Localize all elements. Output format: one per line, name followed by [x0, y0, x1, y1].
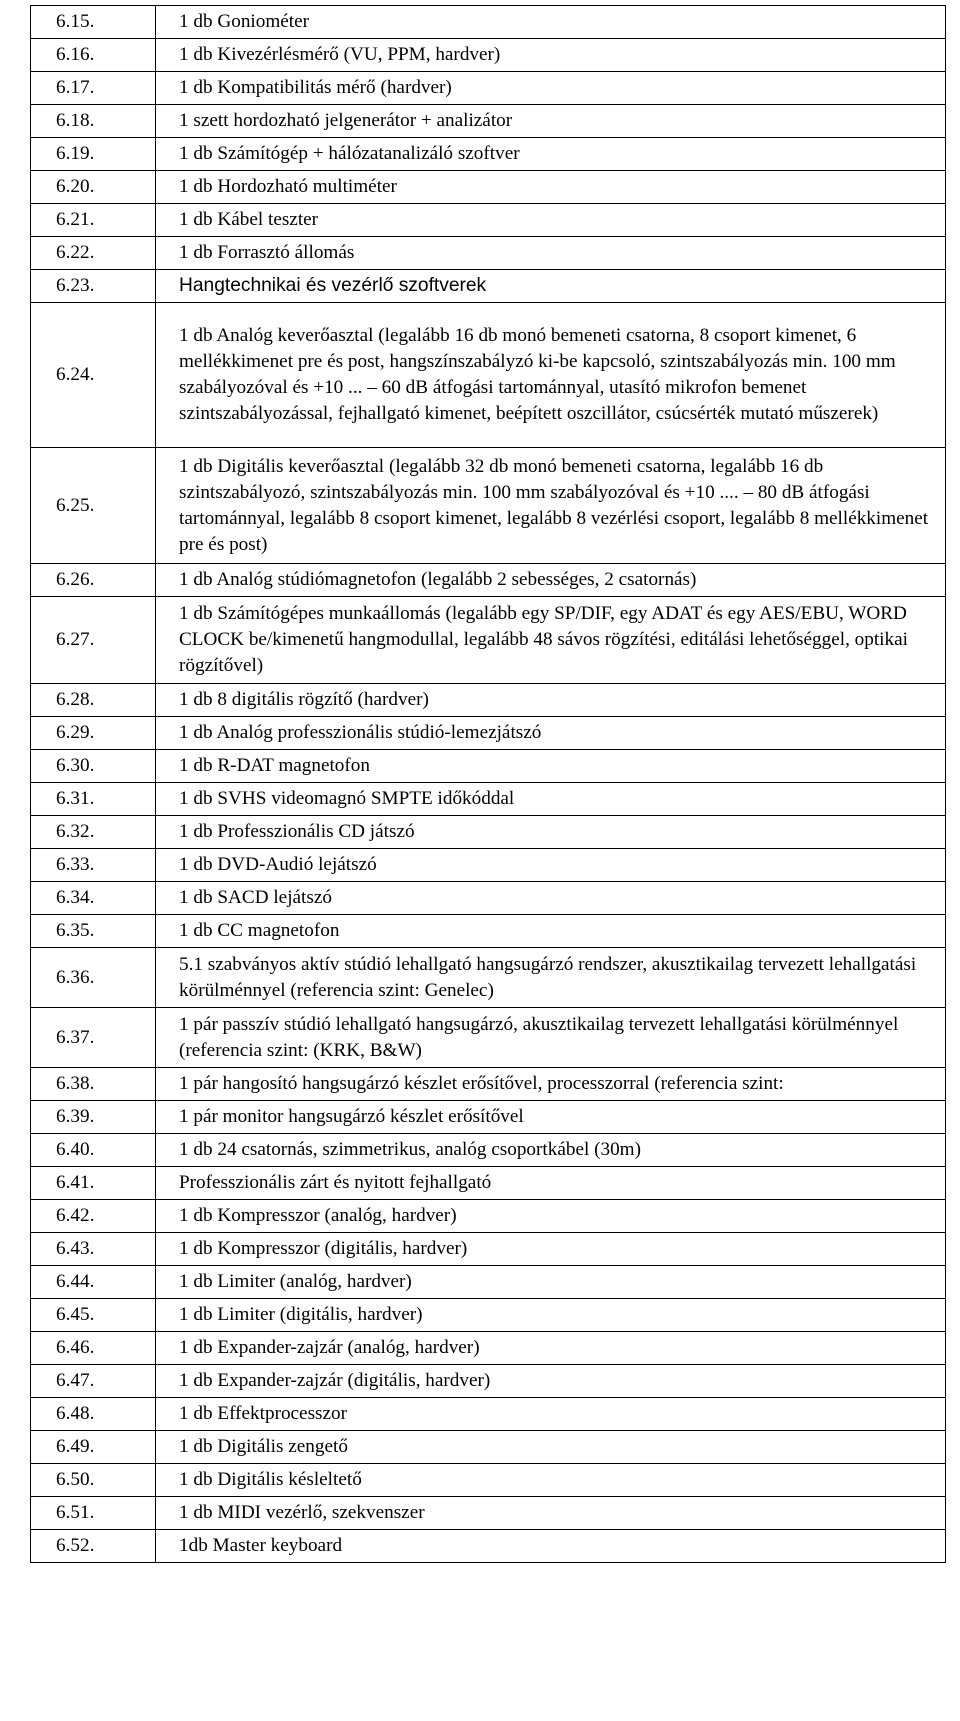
- item-number: 6.48.: [31, 1398, 156, 1431]
- table-row: [31, 138, 946, 171]
- table-row: [31, 448, 946, 564]
- item-description: 1 db CC magnetofon: [156, 915, 946, 948]
- item-description: 1 pár hangosító hangsugárzó készlet erősítővel, processzorral (referencia szint:: [156, 1068, 946, 1101]
- item-description: 1 db Számítógépes munkaállomás (legalább egy SP/DIF, egy ADAT és egy AES/EBU, WORD CLOCK be/kimenetű hangmodullal, legalább 48 sávos rögzítési, editálási lehetőséggel, optikai rögzítővel): [156, 597, 946, 684]
- item-number: 6.31.: [31, 783, 156, 816]
- table-row: [31, 1497, 946, 1530]
- table-row: [31, 849, 946, 882]
- table-row: [31, 1431, 946, 1464]
- item-description: 1 db MIDI vezérlő, szekvenszer: [156, 1497, 946, 1530]
- item-description: Professzionális zárt és nyitott fejhallgató: [156, 1167, 946, 1200]
- item-description: 1 db 24 csatornás, szimmetrikus, analóg csoportkábel (30m): [156, 1134, 946, 1167]
- table-row: [31, 816, 946, 849]
- item-description: 1 db Hordozható multiméter: [156, 171, 946, 204]
- table-row: [31, 204, 946, 237]
- table-row: [31, 564, 946, 597]
- item-number: 6.20.: [31, 171, 156, 204]
- item-number: 6.49.: [31, 1431, 156, 1464]
- item-number: 6.46.: [31, 1332, 156, 1365]
- item-description: 1 db Kompresszor (digitális, hardver): [156, 1233, 946, 1266]
- item-number: 6.40.: [31, 1134, 156, 1167]
- item-number: 6.25.: [31, 448, 156, 564]
- item-description: 1 db Digitális keverőasztal (legalább 32 db monó bemeneti csatorna, legalább 16 db szintszabályozó, szintszabályozás min. 100 mm szabályozóval és +10 .... – 80 dB átfogási tartománnyal, legalább 8 csoport kimenet, legalább 8 vezérlési csoport, legalább 8 mellékkimenet pre és post): [156, 448, 946, 564]
- item-description: 1 db Expander-zajzár (digitális, hardver): [156, 1365, 946, 1398]
- item-number: 6.19.: [31, 138, 156, 171]
- table-row: [31, 1530, 946, 1563]
- item-description: 1 db DVD-Audió lejátszó: [156, 849, 946, 882]
- table-row: [31, 1332, 946, 1365]
- table-row: [31, 303, 946, 448]
- item-description: 1 db SACD lejátszó: [156, 882, 946, 915]
- item-description: 1 pár passzív stúdió lehallgató hangsugárzó, akusztikailag tervezett lehallgatási körülménnyel (referencia szint: (KRK, B&W): [156, 1008, 946, 1068]
- item-number: 6.45.: [31, 1299, 156, 1332]
- table-row: [31, 717, 946, 750]
- item-description: 1 pár monitor hangsugárzó készlet erősítővel: [156, 1101, 946, 1134]
- item-description: 1 db Professzionális CD játszó: [156, 816, 946, 849]
- table-row: [31, 1008, 946, 1068]
- item-description: 1 db SVHS videomagnó SMPTE időkóddal: [156, 783, 946, 816]
- table-row: [31, 1398, 946, 1431]
- item-number: 6.15.: [31, 6, 156, 39]
- item-description: 1 db Kompresszor (analóg, hardver): [156, 1200, 946, 1233]
- item-number: 6.34.: [31, 882, 156, 915]
- item-description: 1 db Effektprocesszor: [156, 1398, 946, 1431]
- item-description: 1 db Goniométer: [156, 6, 946, 39]
- item-description: 5.1 szabványos aktív stúdió lehallgató hangsugárzó rendszer, akusztikailag tervezett lehallgatási körülménnyel (referencia szint: Genelec): [156, 948, 946, 1008]
- table-row: [31, 1266, 946, 1299]
- item-number: 6.42.: [31, 1200, 156, 1233]
- table-row: [31, 39, 946, 72]
- item-number: 6.44.: [31, 1266, 156, 1299]
- item-description: 1 db Analóg keverőasztal (legalább 16 db monó bemeneti csatorna, 8 csoport kimenet, 6 mellékkimenet pre és post, hangszínszabályzó ki-be kapcsoló, szintszabályozás min. 100 mm szabályozóval és +10 ... – 60 dB átfogási tartománnyal, utasító mikrofon bemenet szintszabályozással, fejhallgató kimenet, beépített oszcillátor, csúcsérték mutató műszerek): [156, 303, 946, 448]
- item-number: 6.37.: [31, 1008, 156, 1068]
- item-description: 1 db 8 digitális rögzítő (hardver): [156, 684, 946, 717]
- item-number: 6.39.: [31, 1101, 156, 1134]
- item-number: 6.36.: [31, 948, 156, 1008]
- item-number: 6.23.: [31, 270, 156, 303]
- item-description: 1 db Kompatibilitás mérő (hardver): [156, 72, 946, 105]
- item-number: 6.50.: [31, 1464, 156, 1497]
- table-row: [31, 882, 946, 915]
- item-description: 1 db Digitális késleltető: [156, 1464, 946, 1497]
- item-number: 6.28.: [31, 684, 156, 717]
- item-description: 1db Master keyboard: [156, 1530, 946, 1563]
- table-row: [31, 597, 946, 684]
- item-number: 6.51.: [31, 1497, 156, 1530]
- table-row: [31, 72, 946, 105]
- item-description: 1 db Analóg stúdiómagnetofon (legalább 2 sebességes, 2 csatornás): [156, 564, 946, 597]
- item-number: 6.33.: [31, 849, 156, 882]
- item-number: 6.21.: [31, 204, 156, 237]
- item-description: Hangtechnikai és vezérlő szoftverek: [156, 270, 946, 303]
- item-description: 1 db Kábel teszter: [156, 204, 946, 237]
- table-row: [31, 948, 946, 1008]
- item-number: 6.30.: [31, 750, 156, 783]
- item-number: 6.47.: [31, 1365, 156, 1398]
- item-number: 6.35.: [31, 915, 156, 948]
- equipment-table: [30, 5, 946, 1563]
- item-number: 6.17.: [31, 72, 156, 105]
- item-number: 6.29.: [31, 717, 156, 750]
- item-number: 6.22.: [31, 237, 156, 270]
- item-description: 1 db Expander-zajzár (analóg, hardver): [156, 1332, 946, 1365]
- item-number: 6.27.: [31, 597, 156, 684]
- table-row: [31, 237, 946, 270]
- item-number: 6.43.: [31, 1233, 156, 1266]
- item-description: 1 db Limiter (analóg, hardver): [156, 1266, 946, 1299]
- item-number: 6.18.: [31, 105, 156, 138]
- table-row: [31, 1464, 946, 1497]
- table-row: [31, 1233, 946, 1266]
- item-description: 1 db R-DAT magnetofon: [156, 750, 946, 783]
- item-description: 1 db Kivezérlésmérő (VU, PPM, hardver): [156, 39, 946, 72]
- table-row: [31, 1200, 946, 1233]
- item-description: 1 db Számítógép + hálózatanalizáló szoftver: [156, 138, 946, 171]
- table-row: [31, 783, 946, 816]
- table-row: [31, 6, 946, 39]
- item-description: 1 db Limiter (digitális, hardver): [156, 1299, 946, 1332]
- item-description: 1 szett hordozható jelgenerátor + analizátor: [156, 105, 946, 138]
- table-row: [31, 1365, 946, 1398]
- table-row: [31, 915, 946, 948]
- item-description: 1 db Forrasztó állomás: [156, 237, 946, 270]
- item-number: 6.26.: [31, 564, 156, 597]
- table-row: [31, 105, 946, 138]
- item-number: 6.38.: [31, 1068, 156, 1101]
- table-row: [31, 750, 946, 783]
- table-row: [31, 171, 946, 204]
- equipment-table-body: [31, 6, 946, 1563]
- table-row: [31, 270, 946, 303]
- table-row: [31, 684, 946, 717]
- table-row: [31, 1101, 946, 1134]
- table-row: [31, 1068, 946, 1101]
- item-description: 1 db Analóg professzionális stúdió-lemezjátszó: [156, 717, 946, 750]
- table-row: [31, 1167, 946, 1200]
- item-number: 6.32.: [31, 816, 156, 849]
- item-number: 6.24.: [31, 303, 156, 448]
- table-row: [31, 1299, 946, 1332]
- table-row: [31, 1134, 946, 1167]
- item-number: 6.52.: [31, 1530, 156, 1563]
- item-description: 1 db Digitális zengető: [156, 1431, 946, 1464]
- item-number: 6.41.: [31, 1167, 156, 1200]
- item-number: 6.16.: [31, 39, 156, 72]
